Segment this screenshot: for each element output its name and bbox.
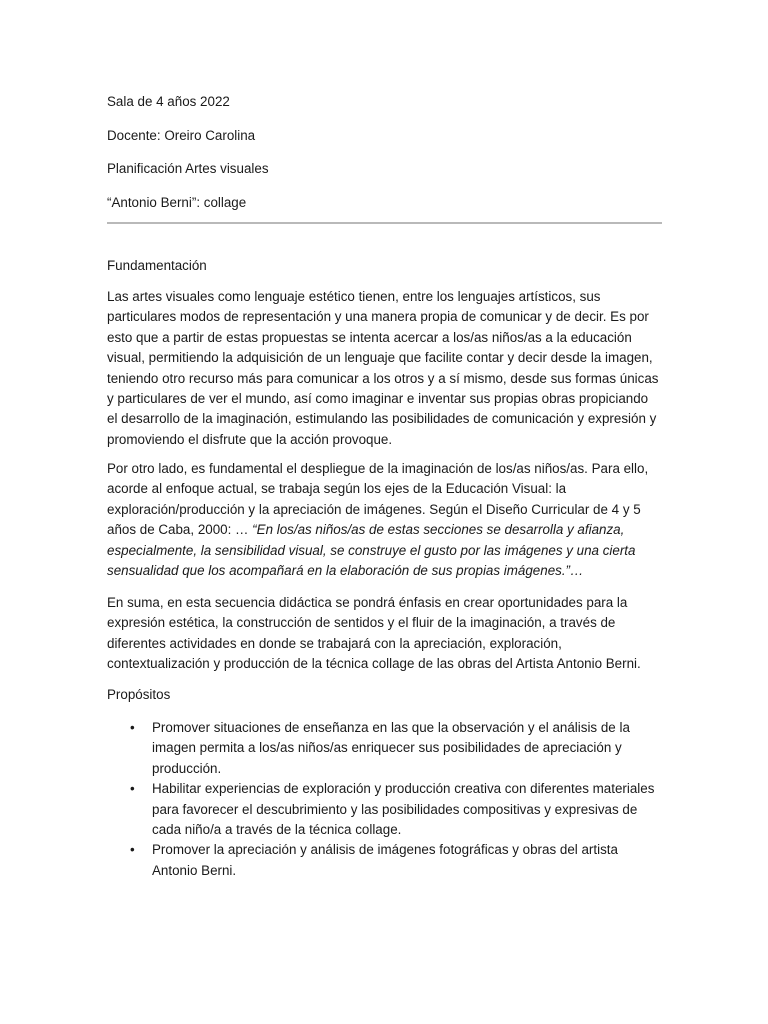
bullet-icon: • [130,781,135,797]
fundamentacion-paragraph-2 [107,459,662,581]
propositos-section [107,685,662,705]
class-year-line: Sala de 4 años 2022 [107,94,230,109]
horizontal-divider [107,222,662,224]
paragraph-text: En suma, en esta secuencia didáctica se pondrá énfasis en crear oportunidades para la expresión estética, la construcción de sentidos y el fluir de la imaginación, a través de diferentes actividades en donde se trabajará con la apreciación, exploración, contextualización y producción de la técnica collage de las obras del Artista Antonio Berni. [107,595,641,672]
list-item-text: Promover la apreciación y análisis de imágenes fotográficas y obras del artista Antonio Berni. [152,842,618,878]
list-item [107,779,662,840]
list-item-text: Habilitar experiencias de exploración y producción creativa con diferentes materiales para favorecer el descubrimiento y las posibilidades compositivas y expresivas de cada niño/a a través de la técnica collage. [152,781,655,838]
fundamentacion-section [107,256,662,276]
paragraph-plain-text: Por otro lado, es fundamental el despliegue de la imaginación de los/as niños/as. Para ello, acorde al enfoque actual, se trabaja según los ejes de la Educación Visual: la exploración/producción y la apreciación de imágenes. Según el Diseño Curricular de 4 y 5 años de Caba, 2000: … [107,461,649,538]
fundamentacion-paragraph-1 [107,287,662,450]
propositos-list [107,718,662,881]
list-item [107,840,662,881]
bullet-icon: • [130,842,135,858]
propositos-list-container [107,718,662,881]
list-item-text: Promover situaciones de enseñanza en las que la observación y el análisis de la imagen permita a los/as niños/as enriquecer sus posibilidades de apreciación y producción. [152,720,630,776]
paragraph-text [107,459,662,581]
fundamentacion-heading: Fundamentación [107,258,207,273]
propositos-heading: Propósitos [107,687,171,702]
list-item [107,718,662,779]
teacher-line: Docente: Oreiro Carolina [107,127,256,143]
planning-title: Planificación Artes visuales [107,161,269,177]
fundamentacion-paragraph-3 [107,593,662,675]
document-header [107,92,662,226]
project-title: “Antonio Berni”: collage [107,194,247,210]
paragraph-text: Las artes visuales como lenguaje estético tienen, entre los lenguajes artísticos, sus particulares modos de representación y una manera propia de comunicar y de decir. Es por esto que a partir de estas propuestas se intenta acercar a los/as niños/as a la educación visual, permitiendo la adquisición de un lenguaje que facilite contar y decir desde la imagen, teniendo otro recurso más para comunicar a los otros y a sí mismo, desde sus formas únicas y particulares de ver el mundo, así como imaginar e inventar sus propias obras propiciando el desarrollo de la imaginación, estimulando las posibilidades de comunicación y expresión y promoviendo el disfrute que la acción provoque. [107,289,659,447]
curriculum-quote: “En los/as niños/as de estas secciones se desarrolla y afianza, especialmente, la sensibilidad visual, se construye el gusto por las imágenes y una cierta sensualidad que los acompañará en la elaboración de sus propias imágenes.”… [107,522,636,579]
bullet-icon: • [130,720,135,735]
